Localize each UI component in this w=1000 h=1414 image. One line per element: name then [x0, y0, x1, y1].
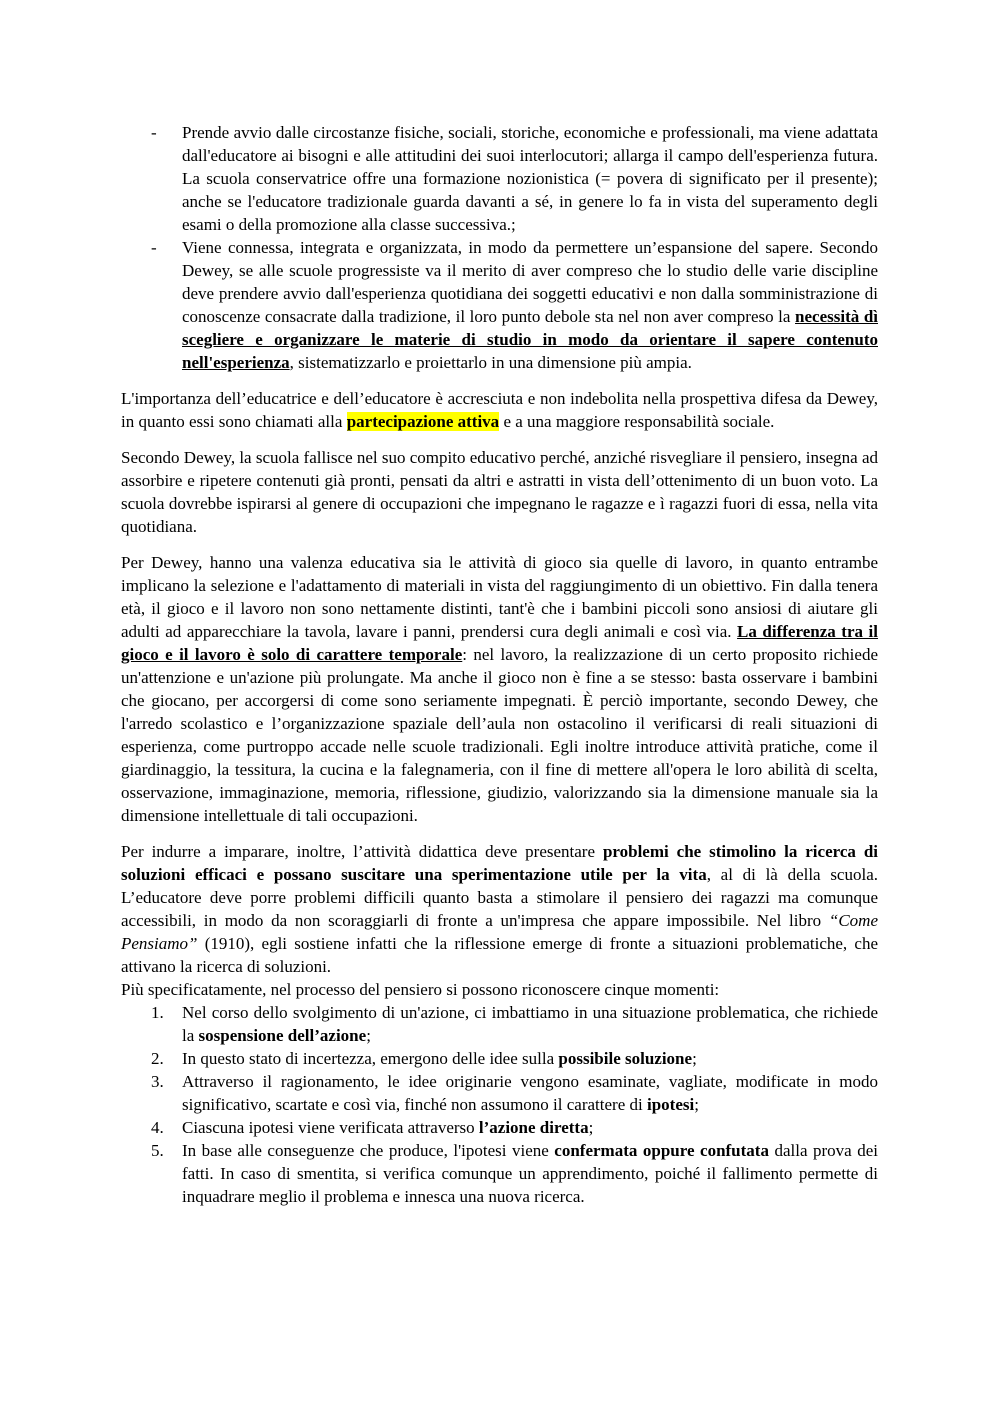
bold-phrase: problemi che stimolino la ricerca di soluzioni efficaci e possano suscitare una sperimentazione utile per la vita: [121, 842, 878, 884]
paragraph-momenti: Più specificatamente, nel processo del pensiero si possono riconoscere cinque momenti:: [121, 980, 720, 999]
text-run: Per Dewey, hanno una valenza educativa sia le attività di gioco sia quelle di lavoro, in quanto entrambe implicano la selezione e l'adattamento di materiali in vista del raggiungimento di un obiettivo. Fin dalla tenera età, il gioco e il lavoro non sono nettamente distinti, tant'è che i bambini piccoli sono ansiosi di aiutare gli adulti ad apparecchiare la tavola, lavare i panni, prendersi cura degli animali e così via.: [121, 553, 878, 641]
bold-phrase: confermata oppure confutata: [554, 1141, 769, 1160]
text-run: (1910), egli sostiene infatti che la riflessione emerge di fronte a situazioni problematiche, che attivano la ricerca di soluzioni.: [121, 934, 878, 976]
dash-list: [121, 121, 878, 374]
text-run: ;: [588, 1118, 594, 1137]
text-run: In base alle conseguenze che produce, l'ipotesi viene: [182, 1141, 555, 1160]
bold-phrase: l’azione diretta: [478, 1118, 589, 1137]
book-title: “Come Pensiamo”: [121, 911, 878, 953]
list-number: 2.: [151, 1049, 164, 1068]
bold-phrase: possibile soluzione: [558, 1049, 693, 1068]
emphasized-phrase: La differenza tra il gioco e il lavoro è solo di carattere temporale: [121, 622, 879, 664]
text-run: ;: [694, 1095, 699, 1114]
list-number: 1.: [151, 1003, 164, 1022]
list-item: [121, 1070, 878, 1116]
text-run: e a una maggiore responsabilità sociale.: [499, 412, 775, 431]
text-run: Attraverso il ragionamento, le idee originarie vengono esaminate, vagliate, modificate in modo significativo, scartate e così via, finché non assumono il carattere di: [182, 1072, 878, 1114]
bold-phrase: sospensione dell’azione: [198, 1026, 367, 1045]
numbered-list: [121, 1001, 878, 1208]
text-run: In questo stato di incertezza, emergono delle idee sulla: [182, 1049, 559, 1068]
list-item-text: Viene connessa, integrata e organizzata, in modo da permettere un’espansione del sapere. Secondo Dewey, se alle scuole progressiste va il merito di aver compreso che lo studio delle varie discipline deve prendere avvio dall'esperienza quotidiana dei soggetti educativi e non dalla somministrazione di conoscenze consacrate dalla tradizione, il loro punto debole sta nel non aver compreso la: [182, 238, 878, 326]
list-item: [121, 121, 878, 236]
list-number: 4.: [151, 1118, 164, 1137]
list-item: [121, 1139, 878, 1208]
text-run: ;: [692, 1049, 697, 1068]
paragraph-importanza: [121, 387, 878, 433]
text-run: Ciascuna ipotesi viene verificata attraverso: [182, 1118, 479, 1137]
text-run: : nel lavoro, la realizzazione di un certo proposito richiede un'attenzione e un'azione più prolungate. Ma anche il gioco non è fine a se stesso: basta osservare i bambini che giocano, per accorgersi di come sono seriamente impegnati. È perciò importante, secondo Dewey, che l'arredo scolastico e l’organizzazione spaziale dell’aula non ostacolino il verificarsi di reali situazioni di esperienza, come purtroppo accade nelle scuole tradizionali. Egli inoltre introduce attività pratiche, come il giardinaggio, la tessitura, la cucina e la falegnameria, con il fine di mettere all'opera le loro abilità di scelta, osservazione, immaginazione, memoria, riflessione, giudizio, valorizzando sia la dimensione manuale sia la dimensione intellettuale di tali occupazioni.: [121, 645, 878, 825]
list-item-text: , sistematizzarlo e proiettarlo in una dimensione più ampia.: [289, 353, 692, 372]
list-item: [121, 1116, 878, 1139]
dash-marker: -: [151, 123, 157, 142]
list-item: [121, 1001, 878, 1047]
highlighted-phrase: partecipazione attiva: [346, 412, 500, 431]
paragraph-scuola: Secondo Dewey, la scuola fallisce nel suo compito educativo perché, anziché risvegliare il pensiero, insegna ad assorbire e ripetere contenuti già pronti, pensati da altri e astratti in vista dell’ottenimento di un buon voto. La scuola dovrebbe ispirarsi al genere di occupazioni che impegnano le ragazze e ì ragazzi fuori di essa, nella vita quotidiana.: [121, 448, 879, 536]
text-run: , al di là della scuola. L’educatore deve porre problemi difficili quanto basta a stimolare il pensiero dei ragazzi ma comunque accessibili, in modo da non scoraggiarli di fronte a un'impresa che appare impossibile. Nel libro: [121, 865, 878, 930]
list-number: 5.: [151, 1141, 164, 1160]
text-run: L'importanza dell’educatrice e dell’educatore è accresciuta e non indebolita nella prospettiva difesa da Dewey, in quanto essi sono chiamati alla: [121, 389, 878, 431]
document-body: [121, 121, 878, 1221]
text-run: Per indurre a imparare, inoltre, l’attività didattica deve presentare: [121, 842, 603, 861]
dash-marker: -: [151, 238, 157, 257]
list-item: [121, 1047, 878, 1070]
text-run: Nel corso dello svolgimento di un'azione, ci imbattiamo in una situazione problematica, che richiede la: [182, 1003, 878, 1045]
text-run: ;: [366, 1026, 371, 1045]
bold-phrase: ipotesi: [646, 1095, 695, 1114]
paragraph-gioco: [121, 551, 878, 827]
list-number: 3.: [151, 1072, 164, 1091]
list-item-text: Prende avvio dalle circostanze fisiche, sociali, storiche, economiche e professionali, ma viene adattata dall'educatore ai bisogni e alle attitudini dei suoi interlocutori; allarga il campo dell'esperienza futura. La scuola conservatrice offre una formazione nozionistica (= povera di significato per il presente); anche se l'educatore tradizionale guarda davanti a sé, in genere lo fa in vista del superamento degli esami o della promozione alla classe successiva.;: [182, 123, 878, 234]
emphasized-phrase: necessità dì scegliere e organizzare le materie di studio in modo da orientare il sapere contenuto nell'esperienza: [182, 307, 878, 372]
text-run: dalla prova dei fatti. In caso di smentita, si verifica comunque un apprendimento, poiché il fallimento permette di inquadrare meglio il problema e innesca una nuova ricerca.: [182, 1141, 878, 1206]
list-item: [121, 236, 878, 374]
paragraph-indurre: [121, 840, 878, 978]
